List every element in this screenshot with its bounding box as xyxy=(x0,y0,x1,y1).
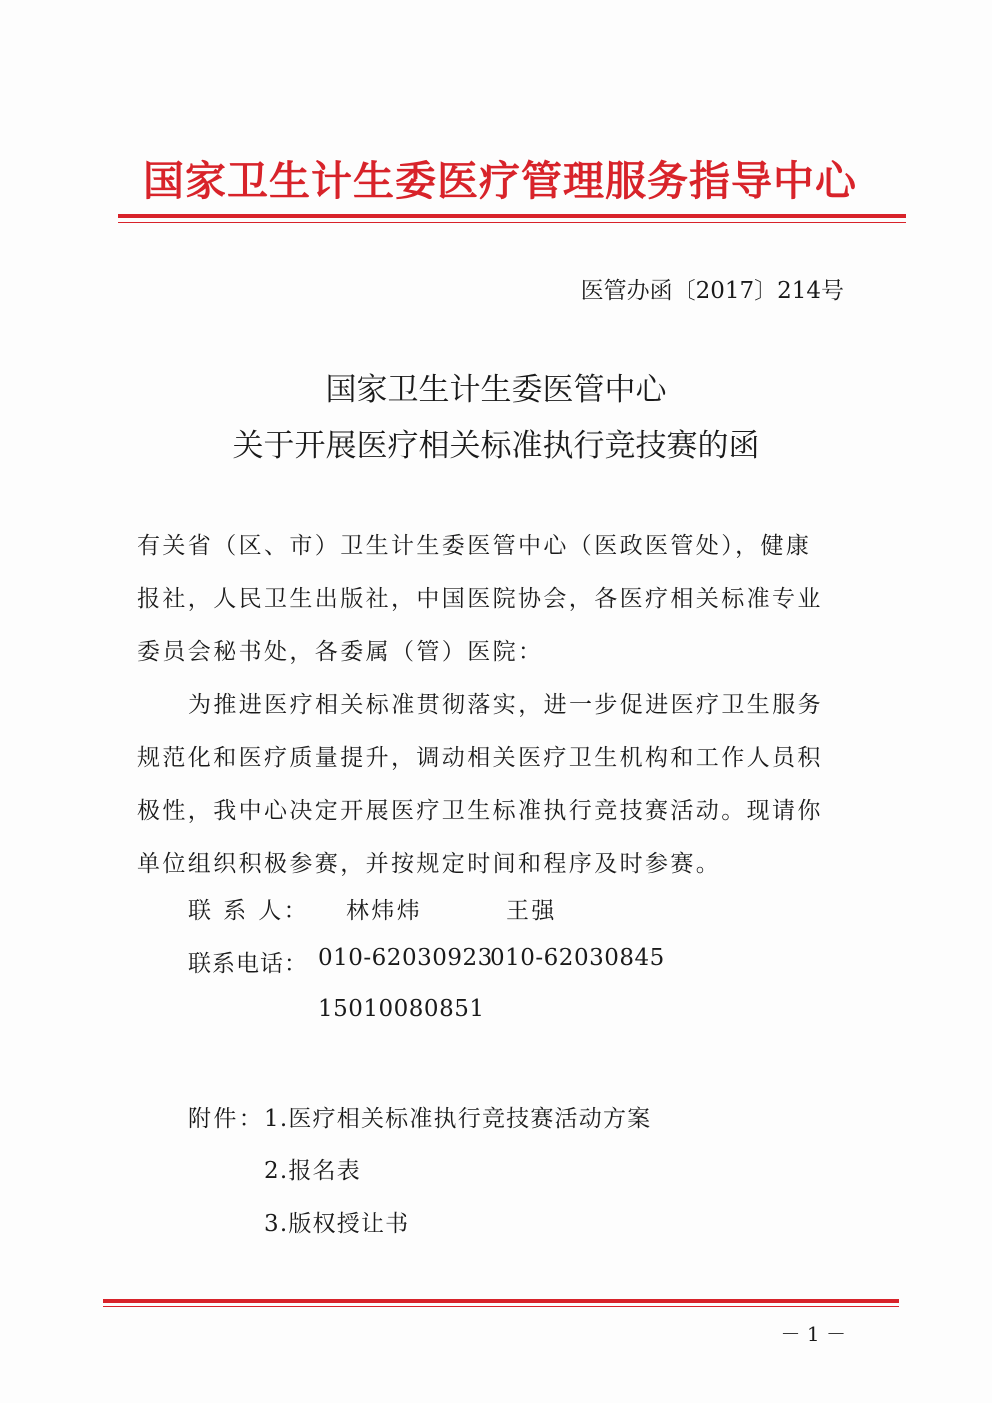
attachment-item-2: 2.报名表 xyxy=(264,1158,361,1184)
footer-rule-thick xyxy=(103,1299,899,1303)
footer-rule-thin xyxy=(103,1306,899,1307)
contact-phone-1: 010-62030923 xyxy=(318,945,493,971)
contact-phone-label: 联系电话： xyxy=(188,951,308,977)
addressee-line-3: 委员会秘书处，各委属（管）医院： xyxy=(137,639,544,665)
body-line-3: 极性，我中心决定开展医疗卫生标准执行竞技赛活动。现请你 xyxy=(137,798,823,824)
attachments-label: 附件： xyxy=(188,1106,265,1132)
addressee-line-2: 报社，人民卫生出版社，中国医院协会，各医疗相关标准专业 xyxy=(137,586,823,612)
attachment-item-1: 1.医疗相关标准执行竞技赛活动方案 xyxy=(264,1106,652,1132)
contact-person-1: 林炜炜 xyxy=(346,898,423,924)
contact-phone-3: 15010080851 xyxy=(318,996,485,1022)
subject-line-1: 国家卫生计生委医管中心 xyxy=(325,372,667,408)
letterhead-rule-thin xyxy=(118,222,906,223)
body-line-2: 规范化和医疗质量提升，调动相关医疗卫生机构和工作人员积 xyxy=(137,745,823,771)
body-line-1: 为推进医疗相关标准贯彻落实，进一步促进医疗卫生服务 xyxy=(188,692,823,718)
document-number: 医管办函〔2017〕214号 xyxy=(580,278,844,304)
attachment-item-3: 3.版权授让书 xyxy=(264,1211,410,1237)
contact-person-2: 王强 xyxy=(506,898,557,924)
body-line-4: 单位组织积极参赛，并按规定时间和程序及时参赛。 xyxy=(137,851,722,877)
letterhead-rule-thick xyxy=(118,214,906,218)
addressee-line-1: 有关省（区、市）卫生计生委医管中心（医政医管处），健康 xyxy=(137,533,812,559)
letterhead-title: 国家卫生计生委医疗管理服务指导中心 xyxy=(143,157,857,205)
contact-person-label: 联 系 人： xyxy=(188,898,310,924)
subject-line-2: 关于开展医疗相关标准执行竞技赛的函 xyxy=(232,428,760,464)
page-number: － 1 － xyxy=(780,1322,846,1346)
contact-phone-2: 010-62030845 xyxy=(490,945,665,971)
